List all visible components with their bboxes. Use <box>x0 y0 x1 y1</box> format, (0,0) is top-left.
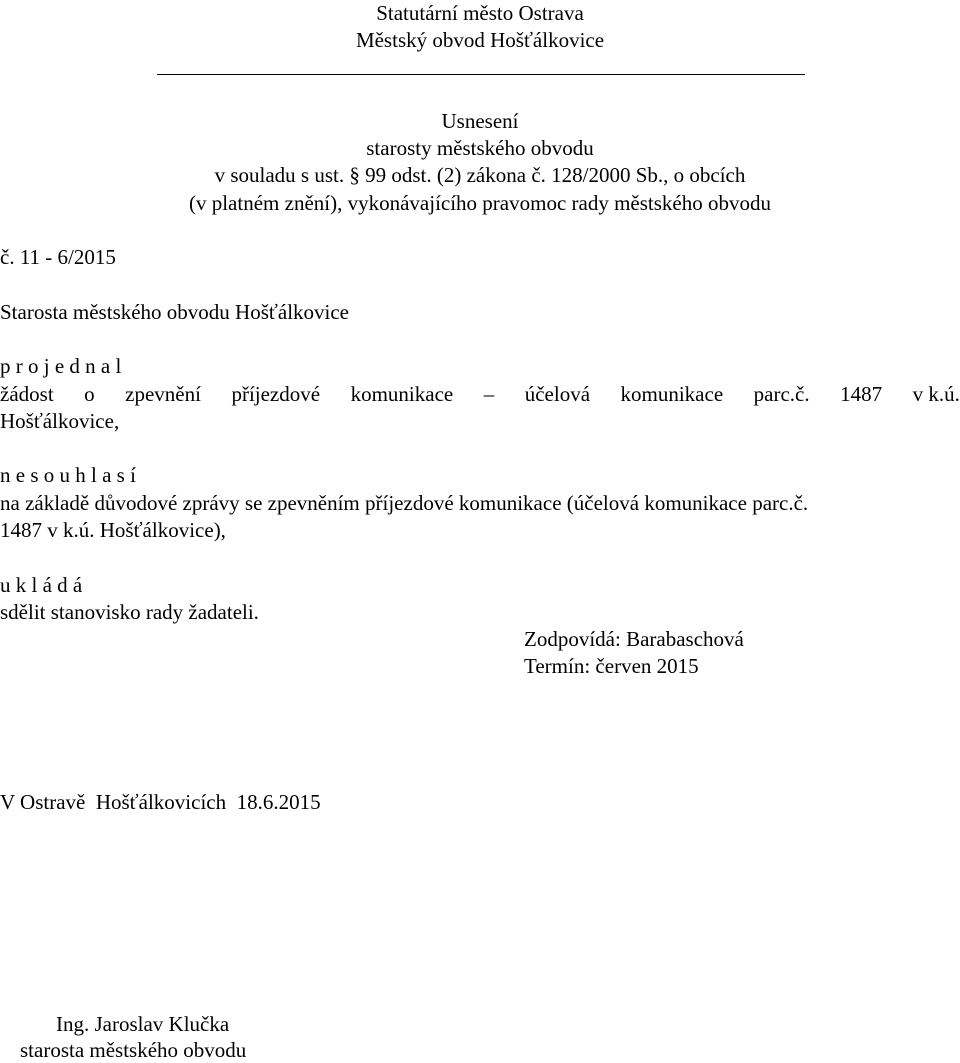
legal-basis: v souladu s ust. § 99 odst. (2) zákona č. 128/2000 Sb., o obcích <box>214 163 746 187</box>
discussed-word: zpevnění <box>125 382 201 406</box>
discussed-word: účelová <box>524 382 591 406</box>
discussed-word: příjezdové <box>231 382 321 406</box>
document-title: Usnesení <box>441 109 519 133</box>
signatory-name: Ing. Jaroslav Klučka <box>56 1012 230 1036</box>
discussed-word: 1487 <box>840 382 883 406</box>
disagrees-line-2: 1487 v k.ú. Hošťálkovice), <box>0 518 226 542</box>
place-and-date: V Ostravě Hošťálkovicích 18.6.2015 <box>0 790 321 814</box>
city-name: Statutární město Ostrava <box>376 1 584 25</box>
resolution-number: č. 11 - 6/2015 <box>0 245 116 269</box>
discussed-word: komunikace <box>350 382 454 406</box>
district-name: Městský obvod Hošťálkovice <box>355 28 605 52</box>
discussed-word: o <box>84 382 95 406</box>
discussed-word: – <box>483 382 495 406</box>
disagrees-line-1: na základě důvodové zprávy se zpevněním příjezdové komunikace (účelová komunikace parc.č. <box>0 491 809 515</box>
document-subtitle: starosty městského obvodu <box>366 136 594 160</box>
discussed-word: komunikace <box>620 382 724 406</box>
discussed-word: parc.č. <box>753 382 810 406</box>
header-divider <box>157 74 805 75</box>
actor: Starosta městského obvodu Hošťálkovice <box>0 300 350 324</box>
discussed-line-2: Hošťálkovice, <box>0 409 120 433</box>
verb-disagrees: n e s o u h l a s í <box>0 463 136 487</box>
verb-discussed: p r o j e d n a l <box>0 354 122 378</box>
verb-orders: u k l á d á <box>0 573 83 597</box>
legal-basis-cont: (v platném znění), vykonávajícího pravomoc rady městského obvodu <box>188 191 771 215</box>
deadline: Termín: červen 2015 <box>524 654 699 678</box>
responsible-person: Zodpovídá: Barabaschová <box>524 627 744 651</box>
signatory-role: starosta městského obvodu <box>20 1038 247 1062</box>
orders-text: sdělit stanovisko rady žadateli. <box>0 600 259 624</box>
discussed-word: žádost <box>0 382 54 406</box>
discussed-word: v k.ú. <box>912 382 960 406</box>
discussed-line-1 <box>0 381 960 407</box>
